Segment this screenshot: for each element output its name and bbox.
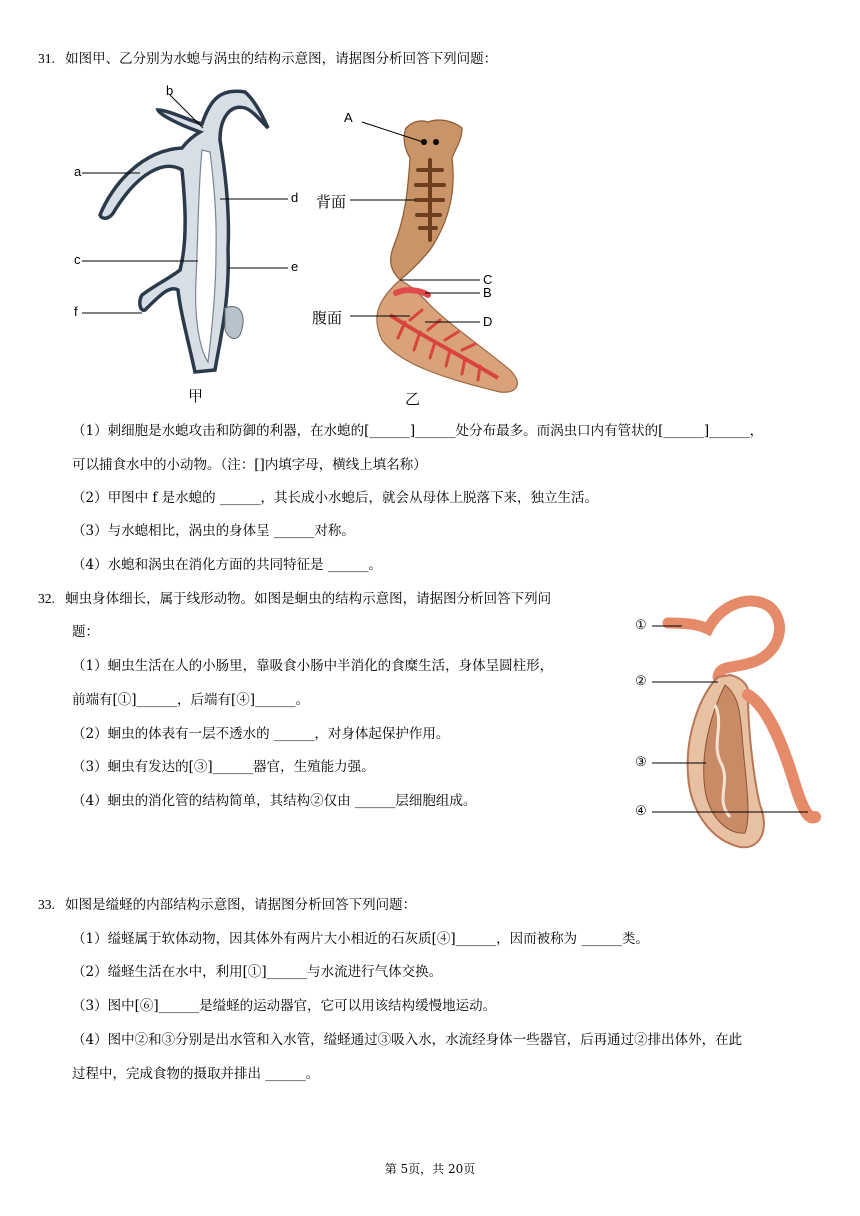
hydra-figure [70,80,310,410]
planarian-label-d: D [483,314,493,329]
hydra-body-outline [100,91,268,372]
planarian-label-dorsal: 背面 [316,193,347,211]
roundworm-figure [630,585,830,860]
q32-stem: 蛔虫身体细长，属于线形动物。如图是蛔虫的结构示意图，请据图分析回答下列问 [65,591,552,607]
q31-stem: 如图甲、乙分别为水螅与涡虫的结构示意图，请据图分析回答下列问题： [65,51,498,67]
roundworm-label-4: ④ [635,803,647,818]
q32-number: 32. [38,591,55,606]
planarian-caption: 乙 [405,390,421,408]
q31-sub1-line2: 可以捕食水中的小动物。（注：[]内填字母，横线上填名称） [72,457,427,473]
roundworm-label-1: ① [635,617,647,632]
q33-stem: 如图是缢蛏的内部结构示意图，请据图分析回答下列问题： [65,897,417,913]
hydra-label-d: d [291,190,299,205]
q31-sub2: （2）甲图中 f 是水螅的 ______，其长成小水螅后，就会从母体上脱落下来，独立生活。 [72,490,598,506]
planarian-eye-right [433,139,439,145]
planarian-label-c: C [483,272,493,287]
hydra-label-b: b [166,83,174,98]
q32-sub1-line2: 前端有[①]______，后端有[④]______。 [72,692,310,708]
hydra-label-e: e [291,259,299,274]
hydra-label-f: f [74,304,78,319]
q33-sub2: （2）缢蛏生活在水中，利用[①]______与水流进行气体交换。 [72,964,443,980]
q33-sub3: （3）图中[⑥]______是缢蛏的运动器官，它可以用该结构缓慢地运动。 [72,998,497,1014]
q33-stem-line [38,895,416,915]
page-footer: 第 5页，共 20页 [384,1162,476,1176]
planarian-figure [310,100,540,400]
q32-sub4: （4）蛔虫的消化管的结构简单，其结构②仅由 ______层细胞组成。 [72,793,477,809]
hydra-label-c: c [74,252,81,267]
q31-number: 31. [38,51,55,66]
planarian-label-ventral: 腹面 [312,309,343,327]
q32-stem-line2: 题： [72,624,99,640]
q32-sub3: （3）蛔虫有发达的[③]______器官，生殖能力强。 [72,759,375,775]
q31-sub4: （4）水螅和涡虫在消化方面的共同特征是 ______。 [72,557,382,573]
hydra-label-a: a [74,164,82,179]
q31-stem-line [38,49,497,69]
q33-number: 33. [38,897,55,912]
planarian-label-a: A [344,110,353,125]
q33-sub4-line2: 过程中，完成食物的摄取并排出 ______。 [72,1066,320,1082]
roundworm-head-loop [668,601,780,677]
roundworm-label-2: ② [635,673,647,688]
q33-sub4-line1: （4）图中②和③分别是出水管和入水管，缢蛏通过③吸入水，水流经身体一些器官，后再通过②排出体外，在此 [72,1032,743,1048]
q31-sub1-line1: （1）刺细胞是水螅攻击和防御的利器，在水螅的[______]______处分布最多。而涡虫口内有管状的[______]______， [72,423,764,439]
roundworm-label-3: ③ [635,754,647,769]
q32-stem-line1 [38,589,551,609]
q31-sub3: （3）与水螅相比，涡虫的身体呈 ______对称。 [72,523,355,539]
q32-sub1-line1: （1）蛔虫生活在人的小肠里，靠吸食小肠中半消化的食糜生活，身体呈圆柱形， [72,658,554,674]
planarian-label-b: B [483,285,492,300]
q33-sub1: （1）缢蛏属于软体动物，因其体外有两片大小相近的石灰质[④]______，因而被称为 ______类。 [72,931,649,947]
q32-sub2: （2）蛔虫的体表有一层不透水的 ______，对身体起保护作用。 [72,726,450,742]
hydra-caption: 甲 [188,387,204,405]
hydra-base-stipple [225,307,243,339]
